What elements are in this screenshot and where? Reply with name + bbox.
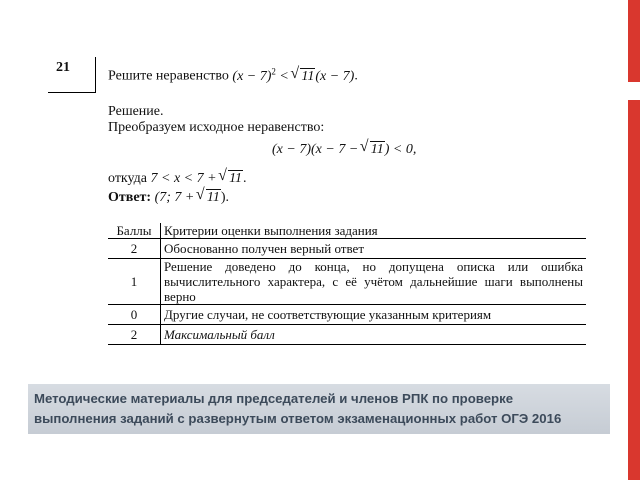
transform-text: Преобразуем исходное неравенство: <box>108 120 325 135</box>
header-score: Баллы <box>108 223 161 239</box>
row-score: 2 <box>108 239 161 259</box>
ineq-right: (x − 7) <box>315 68 355 84</box>
banner-line-2: выполнения заданий с развернутым ответом экзаменационных работ ОГЭ 2016 <box>34 411 562 426</box>
sqrt-11: √ 11 <box>220 171 243 187</box>
ineq-end: . <box>354 68 358 84</box>
criteria-table <box>108 223 586 345</box>
ineq-exponent: 2 <box>271 66 276 76</box>
row-score: 0 <box>108 305 161 325</box>
task-number: 21 <box>56 60 70 75</box>
expr-factor-b-open: (x − 7 − <box>311 142 362 157</box>
banner-line-1: Методические материалы для председателей и членов РПК по проверке <box>34 391 514 406</box>
table-row <box>108 325 586 345</box>
table-row <box>108 305 586 325</box>
solution-heading: Решение. <box>108 104 164 119</box>
row-criteria: Решение доведено до конца, но допущена описка или ошибка вычислительного характера, с её учётом дальнейшие шаги выполнены верно <box>161 259 587 305</box>
whence-label: откуда <box>108 171 147 186</box>
ineq-left: (x − 7) <box>232 68 272 84</box>
task-prompt-text: Решите неравенство <box>108 68 229 84</box>
sqrt-11: √ 11 <box>362 142 385 158</box>
sqrt-11: √ 11 <box>198 190 221 206</box>
task-inequality <box>232 66 355 84</box>
table-header-row <box>108 223 586 239</box>
answer-line: Ответ: (7; 7 + √ 11). <box>108 190 229 206</box>
answer-expression: (7; 7 + √ 11 <box>155 190 221 205</box>
ineq-relation: < <box>275 68 293 84</box>
row-criteria: Другие случаи, не соответствующие указанным критериям <box>161 305 587 325</box>
accent-bar-notch <box>628 82 640 100</box>
answer-label: Ответ: <box>108 190 152 205</box>
whence-expression: 7 < x < 7 + √ 11 <box>151 171 244 186</box>
row-criteria: Максимальный балл <box>161 325 587 345</box>
transformed-expression <box>272 142 416 158</box>
whence-line: откуда 7 < x < 7 + √ 11. <box>108 171 247 187</box>
sqrt-11: √ 11 <box>292 69 315 85</box>
expr-factor-b-close: ) < 0, <box>384 142 417 157</box>
row-score: 2 <box>108 325 161 345</box>
header-criteria: Критерии оценки выполнения задания <box>161 223 587 239</box>
row-criteria: Обоснованно получен верный ответ <box>161 239 587 259</box>
expr-factor-a: (x − 7) <box>272 142 311 157</box>
task-prompt <box>108 63 358 85</box>
table-row <box>108 239 586 259</box>
table-row <box>108 259 586 305</box>
right-accent-bar <box>628 0 640 480</box>
source-banner-text <box>34 389 610 429</box>
row-score: 1 <box>108 259 161 305</box>
